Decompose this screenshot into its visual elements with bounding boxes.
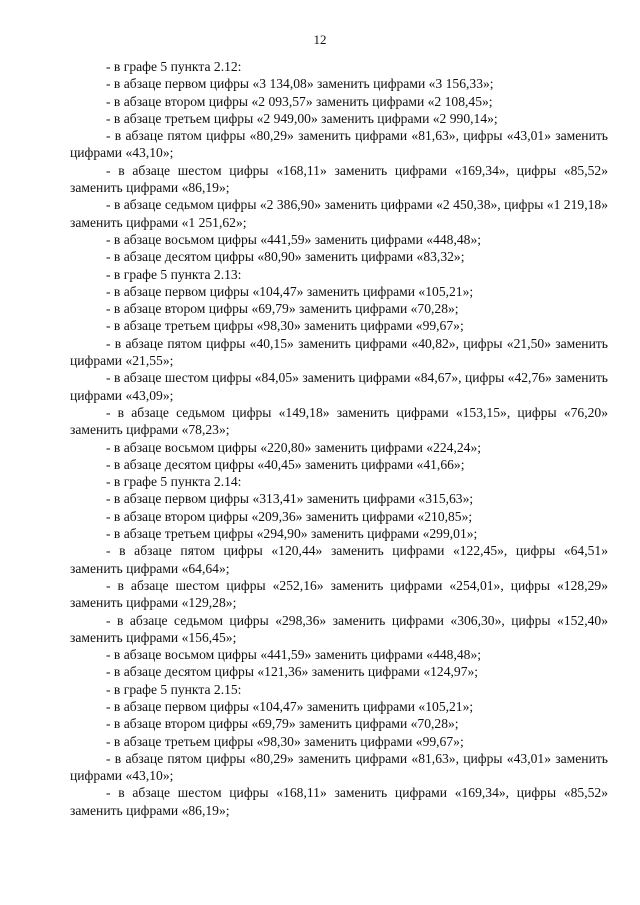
amendment-paragraph: - в абзаце десятом цифры «40,45» заменить цифрами «41,66»;: [106, 456, 465, 472]
amendment-paragraph: - в абзаце восьмом цифры «441,59» заменить цифрами «448,48»;: [106, 231, 482, 247]
amendment-paragraph: - в абзаце пятом цифры «120,44» заменить цифрами «122,45», цифры «64,51» заменить цифрами «64,64»;: [70, 543, 608, 576]
amendment-paragraph: - в абзаце первом цифры «3 134,08» заменить цифрами «3 156,33»;: [106, 76, 494, 92]
amendment-paragraph: - в абзаце втором цифры «69,79» заменить цифрами «70,28»;: [106, 301, 459, 317]
amendment-paragraph: - в абзаце седьмом цифры «149,18» заменить цифрами «153,15», цифры «76,20» заменить цифрами «78,23»;: [70, 404, 608, 438]
amendment-paragraph: - в абзаце первом цифры «104,47» заменить цифрами «105,21»;: [106, 698, 474, 714]
amendment-paragraph: - в графе 5 пункта 2.13:: [106, 266, 242, 282]
amendment-paragraph: - в абзаце втором цифры «209,36» заменить цифрами «210,85»;: [106, 508, 473, 524]
amendment-paragraph: - в абзаце третьем цифры «294,90» заменить цифрами «299,01»;: [106, 526, 478, 542]
amendment-paragraph: - в абзаце пятом цифры «80,29» заменить цифрами «81,63», цифры «43,01» заменить цифрами «43,10»;: [70, 128, 608, 161]
amendment-paragraph: - в абзаце шестом цифры «84,05» заменить цифрами «84,67», цифры «42,76» заменить цифрами «43,09»;: [70, 370, 608, 403]
amendment-paragraph: - в абзаце седьмом цифры «298,36» заменить цифрами «306,30», цифры «152,40» заменить цифрами «156,45»;: [70, 612, 608, 645]
amendment-paragraph: - в абзаце первом цифры «313,41» заменить цифрами «315,63»;: [106, 491, 474, 507]
amendment-paragraph: - в графе 5 пункта 2.15:: [106, 681, 242, 697]
amendment-paragraph: - в абзаце третьем цифры «98,30» заменить цифрами «99,67»;: [106, 733, 464, 749]
amendment-paragraph: - в абзаце втором цифры «2 093,57» заменить цифрами «2 108,45»;: [106, 93, 493, 109]
amendment-paragraph: - в абзаце пятом цифры «40,15» заменить цифрами «40,82», цифры «21,50» заменить цифрами «21,55»;: [70, 335, 608, 369]
amendment-paragraph: - в абзаце шестом цифры «168,11» заменить цифрами «169,34», цифры «85,52» заменить цифрами «86,19»;: [70, 162, 608, 196]
amendment-paragraph: - в абзаце восьмом цифры «220,80» заменить цифрами «224,24»;: [106, 439, 482, 455]
amendment-paragraph: - в абзаце первом цифры «104,47» заменить цифрами «105,21»;: [106, 283, 474, 299]
document-body: [70, 58, 608, 819]
amendment-paragraph: - в графе 5 пункта 2.12:: [106, 59, 242, 74]
page-number: 12: [313, 32, 327, 47]
amendment-paragraph: - в графе 5 пункта 2.14:: [106, 474, 242, 490]
amendment-paragraph: - в абзаце десятом цифры «121,36» заменить цифрами «124,97»;: [106, 664, 479, 680]
amendment-paragraph: - в абзаце втором цифры «69,79» заменить цифрами «70,28»;: [106, 716, 459, 732]
amendment-paragraph: - в абзаце третьем цифры «98,30» заменить цифрами «99,67»;: [106, 318, 464, 334]
amendment-paragraph: - в абзаце третьем цифры «2 949,00» заменить цифрами «2 990,14»;: [106, 110, 498, 126]
amendment-paragraph: - в абзаце шестом цифры «168,11» заменить цифрами «169,34», цифры «85,52» заменить цифрами «86,19»;: [70, 785, 608, 818]
amendment-paragraph: - в абзаце седьмом цифры «2 386,90» заменить цифрами «2 450,38», цифры «1 219,18» заменить цифрами «1 251,62»;: [70, 197, 608, 230]
amendment-paragraph: - в абзаце шестом цифры «252,16» заменить цифрами «254,01», цифры «128,29» заменить цифрами «129,28»;: [70, 577, 608, 611]
amendment-paragraph: - в абзаце пятом цифры «80,29» заменить цифрами «81,63», цифры «43,01» заменить цифрами «43,10»;: [70, 750, 608, 784]
amendment-paragraph: - в абзаце десятом цифры «80,90» заменить цифрами «83,32»;: [106, 249, 465, 265]
amendment-paragraph: - в абзаце восьмом цифры «441,59» заменить цифрами «448,48»;: [106, 647, 482, 663]
